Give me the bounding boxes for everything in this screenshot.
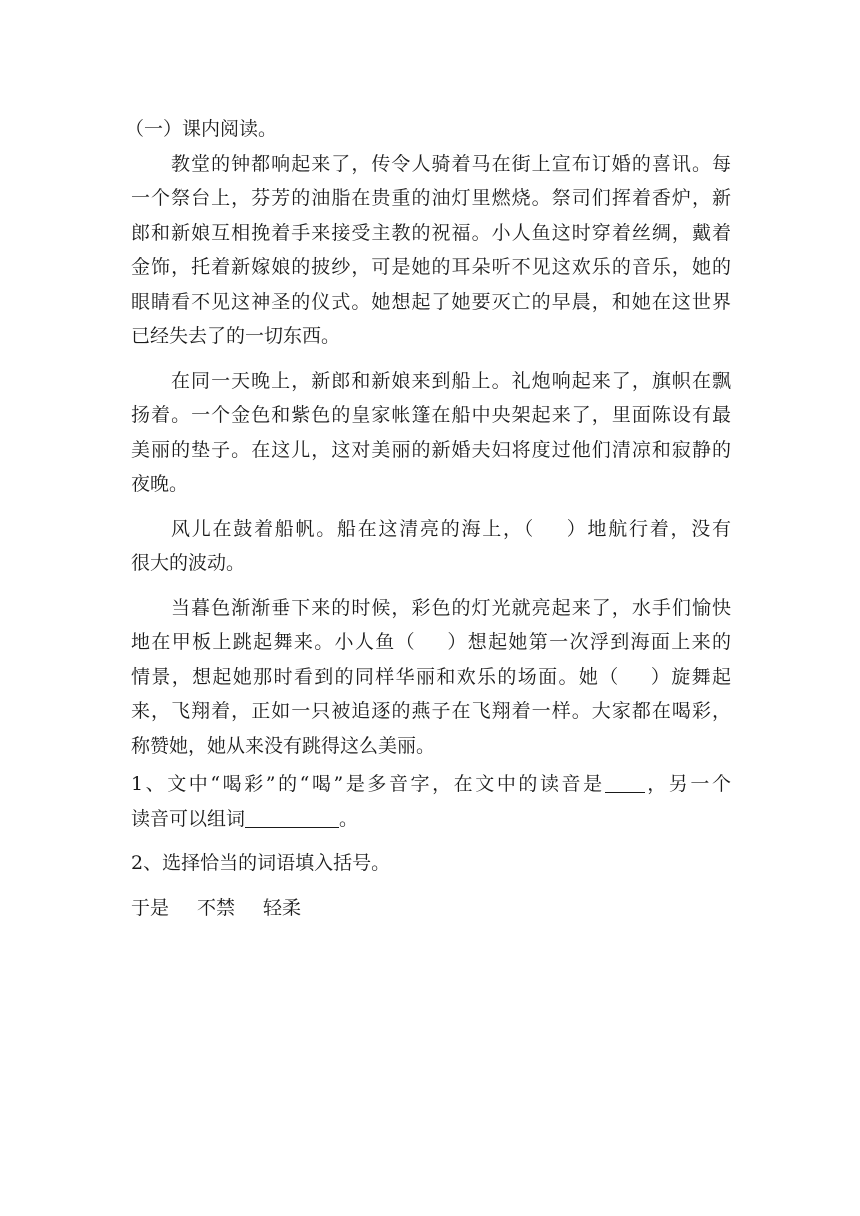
paragraph-3 [131,512,731,581]
p2-line-3: 美丽的垫子。在这儿，这对美丽的新婚夫妇将度过他们清凉和寂静的 [131,438,731,461]
q1-text-a: 1、文中“喝彩”的“喝”是多音字，在文中的读音是 [131,773,605,795]
option-1: 于是 [131,896,170,919]
p3-text-a: 风儿在鼓着船帆。船在这清亮的海上，（ [171,517,535,540]
p1-line-4: 金饰，托着新嫁娘的披纱，可是她的耳朵听不见这欢乐的音乐，她的 [131,256,731,278]
q1-text-b: ，另一个 [644,773,731,795]
p4-line-1: 当暮色渐渐垂下来的时候，彩色的灯光就亮起来了，水手们愉快 [171,596,731,619]
p4-text-2a: 地在甲板上跳起舞来。小人鱼（ [131,631,416,653]
p4-line-3 [131,660,731,695]
p2-line-1: 在同一天晚上，新郎和新娘来到船上。礼炮响起来了，旗帜在飘 [171,369,731,392]
word-blank[interactable] [245,805,339,828]
p4-line-2 [131,625,731,660]
section-heading: （一）课内阅读。 [125,118,278,140]
p1-line-3: 郎和新娘互相挽着手来接受主教的祝福。小人鱼这时穿着丝绸，戴着 [131,221,731,244]
paragraph-2 [131,364,731,502]
p4-line-5: 称赞她，她从来没有跳得这么美丽。 [131,734,436,757]
q1-text-d: 。 [339,807,359,830]
q2-prompt: 2、选择恰当的词语填入括号。 [131,852,391,874]
p4-text-3a: 情景，想起她那时看到的同样华丽和欢乐的场面。她（ [131,665,620,688]
p3-line-1 [131,512,731,547]
p1-line-5: 眼睛看不见这神圣的仪式。她想起了她要灭亡的早晨，和她在这世界 [131,290,731,313]
p4-line-4: 来，飞翔着，正如一只被追逐的燕子在飞翔着一样。大家都在喝彩， [131,700,731,722]
q2-options [131,891,731,926]
q1-line-2 [131,802,731,837]
p1-line-2: 一个祭台上，芬芳的油脂在贵重的油灯里燃烧。祭司们挥着香炉，新 [131,187,731,209]
p2-line-2: 扬着。一个金色和紫色的皇家帐篷在船中央架起来了，里面陈设有最 [131,404,731,426]
document-page [125,112,731,925]
p3-text-b: ）地航行着，没有 [564,517,731,540]
p1-line-1: 教堂的钟都响起来了，传令人骑着马在街上宣布订婚的喜讯。每 [171,152,731,175]
question-1 [131,767,731,836]
paragraph-4 [131,591,731,764]
q1-text-c: 读音可以组词 [131,807,246,830]
p1-line-6: 已经失去了的一切东西。 [131,325,341,347]
option-3: 轻柔 [263,896,302,919]
p3-line-2: 很大的波动。 [131,552,246,574]
p2-line-4: 夜晚。 [131,473,189,495]
p4-text-3b: ）旋舞起 [649,665,731,688]
paragraph-1 [131,147,731,354]
question-2 [131,846,731,925]
p4-text-2b: ）想起她第一次浮到海面上来的 [446,631,731,653]
pronunciation-blank[interactable] [605,770,645,793]
option-2: 不禁 [197,896,236,919]
q1-line-1 [131,767,731,802]
